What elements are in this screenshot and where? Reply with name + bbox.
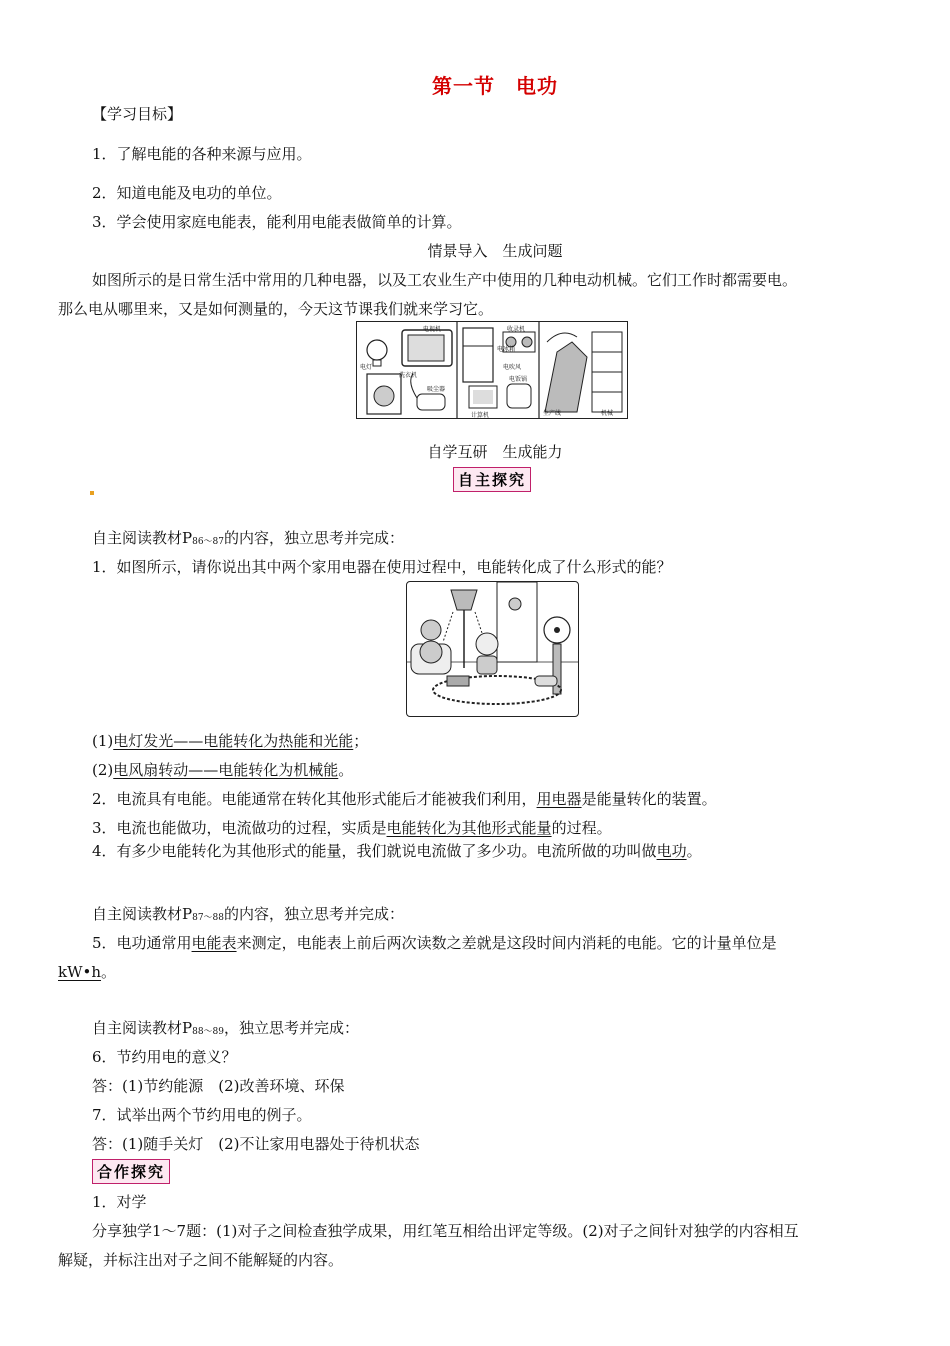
living-room-figure [406, 581, 579, 717]
read-instruction: 自主阅读教材P87～88的内容，独立思考并完成： [92, 905, 405, 923]
intro-heading: 情景导入 生成问题 [427, 242, 563, 260]
cooperation-badge: 合作探究 [92, 1159, 170, 1184]
self-study-heading: 自学互研 生成能力 [427, 443, 563, 461]
answer-6: 答：(1)节约能源 (2)改善环境、环保 [92, 1077, 345, 1095]
answer-7: 答：(1)随手关灯 (2)不让家用电器处于待机状态 [92, 1135, 420, 1153]
self-explore-badge: 自主探究 [453, 467, 531, 492]
objectives-heading: 【学习目标】 [92, 105, 183, 123]
intro-line: 那么电从哪里来，又是如何测量的，今天这节课我们就来学习它。 [58, 300, 494, 318]
objective-item: 1．了解电能的各种来源与应用。 [92, 145, 312, 163]
figure-label: 电吹风 [503, 364, 522, 371]
question-2: 2．电流具有电能。电能通常在转化其他形式能后才能被我们利用，用电器是能量转化的装置。 [92, 790, 717, 808]
answer-1-1: (1)电灯发光——电能转化为热能和光能； [92, 732, 369, 750]
figure-label: 计算机 [471, 412, 490, 419]
question-7: 7．试举出两个节约用电的例子。 [92, 1106, 312, 1124]
appliances-figure [356, 321, 628, 419]
answer-1-2: (2)电风扇转动——电能转化为机械能。 [92, 761, 354, 779]
read-instruction: 自主阅读教材P88～89，独立思考并完成： [92, 1019, 360, 1037]
objective-item: 2．知道电能及电功的单位。 [92, 184, 282, 202]
question-5: 5．电功通常用电能表来测定，电能表上前后两次读数之差就是这段时间内消耗的电能。它的计量单位是 [92, 934, 777, 952]
figure-label: 机械 [601, 410, 614, 417]
question-1: 1．如图所示，请你说出其中两个家用电器在使用过程中，电能转化成了什么形式的能？ [92, 558, 672, 576]
figure-label: 电视机 [423, 326, 442, 333]
question-6: 6．节约用电的意义？ [92, 1048, 237, 1066]
figure-label: 生产线 [543, 410, 562, 417]
living-room-illustration [407, 582, 578, 716]
question-3: 3．电流也能做功，电流做功的过程，实质是电能转化为其他形式能量的过程。 [92, 819, 612, 837]
read-instruction: 自主阅读教材P86～87的内容，独立思考并完成： [92, 529, 405, 547]
figure-label: 收录机 [507, 326, 526, 333]
cooperation-line: 分享独学1～7题：(1)对子之间检查独学成果，用红笔互相给出评定等级。(2)对子之间针对独学的内容相互 [92, 1222, 799, 1240]
question-4: 4．有多少电能转化为其他形式的能量，我们就说电流做了多少功。电流所做的功叫做电功。 [92, 842, 702, 860]
figure-label: 洗衣机 [399, 372, 418, 379]
cooperation-item-1: 1．对学 [92, 1193, 147, 1211]
figure-label: 电饭锅 [509, 376, 528, 383]
appliances-illustration [357, 322, 627, 418]
intro-line: 如图所示的是日常生活中常用的几种电器，以及工农业生产中使用的几种电动机械。它们工作时都需要电。 [92, 271, 798, 289]
objective-item: 3．学会使用家庭电能表，能利用电能表做简单的计算。 [92, 213, 462, 231]
figure-label: 电冰箱 [497, 346, 516, 353]
cooperation-line: 解疑，并标注出对子之间不能解疑的内容。 [58, 1251, 344, 1269]
page-title: 第一节 电功 [432, 74, 558, 98]
mark-dot [90, 491, 94, 495]
figure-label: 吸尘器 [427, 386, 446, 393]
figure-label: 电灯 [360, 364, 373, 371]
question-5-unit: kW•h。 [58, 963, 117, 981]
